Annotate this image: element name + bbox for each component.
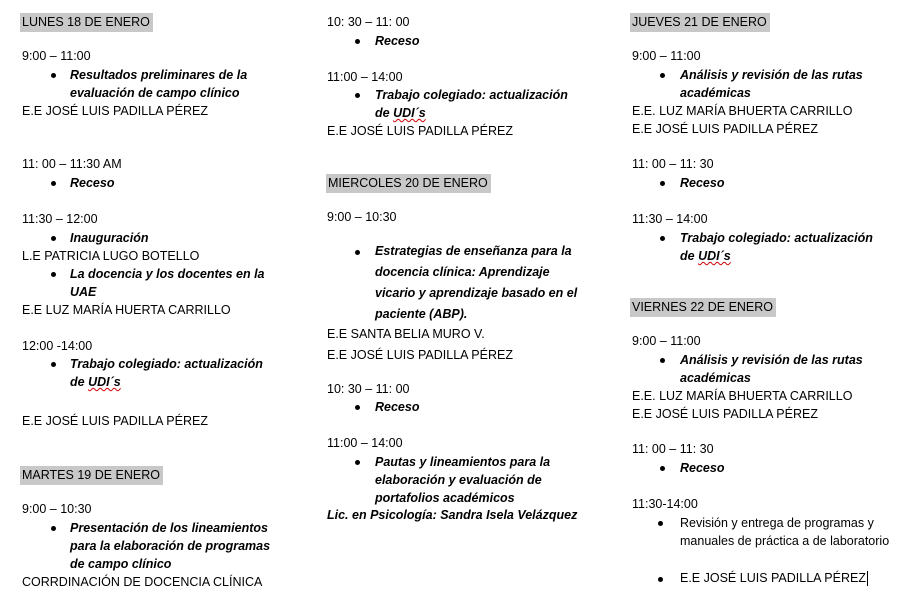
session-title: Revisión y entrega de programas y manuales de práctica a de laboratorio <box>680 516 890 548</box>
bullet-icon <box>355 250 360 255</box>
bullet-icon <box>660 358 665 363</box>
day-header-wednesday: MIERCOLES 20 DE ENERO <box>326 174 491 193</box>
bullet-icon <box>51 272 56 277</box>
speaker-name: E.E JOSÉ LUIS PADILLA PÉREZ <box>22 414 208 428</box>
session-title: Estrategias de enseñanza para la docencia clínica: Aprendizaje vicario y aprendizaje basado en el paciente (ABP). <box>375 244 578 321</box>
speaker-name: E.E LUZ MARÍA HUERTA CARRILLO <box>22 303 231 317</box>
bullet-icon <box>660 181 665 186</box>
time-slot: 12:00 -14:00 <box>22 339 93 353</box>
time-slot: 11: 00 – 11: 30 <box>632 442 714 456</box>
time-slot: 11:00 – 14:00 <box>327 436 403 450</box>
bullet-icon <box>355 39 360 44</box>
session-title: Receso <box>680 176 725 190</box>
speaker-name: Lic. en Psicología: Sandra Isela Velázquez <box>327 508 578 522</box>
speaker-name: E.E JOSÉ LUIS PADILLA PÉREZ <box>22 104 208 118</box>
session-title: Trabajo colegiado: actualización de UDI´s <box>375 88 568 120</box>
session-title: Análisis y revisión de las rutas académicas <box>680 353 863 385</box>
time-slot: 11:30 – 14:00 <box>632 212 708 226</box>
speaker-name: E.E JOSÉ LUIS PADILLA PÉREZ <box>632 122 818 136</box>
session-title: Receso <box>375 34 420 48</box>
session-title: Resultados preliminares de la evaluación de campo clínico <box>70 68 248 100</box>
bullet-icon <box>51 181 56 186</box>
time-slot: 11: 00 – 11:30 AM <box>22 157 122 171</box>
bullet-icon <box>51 362 56 367</box>
bullet-icon <box>51 236 56 241</box>
time-slot: 11: 00 – 11: 30 <box>632 157 714 171</box>
speaker-name: E.E JOSÉ LUIS PADILLA PÉREZ <box>327 348 513 362</box>
speaker-name[interactable]: E.E JOSÉ LUIS PADILLA PÉREZ <box>680 571 866 585</box>
session-title: Receso <box>70 176 115 190</box>
bullet-icon <box>658 577 663 582</box>
time-slot: 10: 30 – 11: 00 <box>327 382 410 396</box>
speaker-name: E.E. LUZ MARÍA BHUERTA CARRILLO <box>632 389 853 403</box>
time-slot: 9:00 – 11:00 <box>632 49 701 63</box>
time-slot: 9:00 – 10:30 <box>22 502 92 516</box>
session-title: Inauguración <box>70 231 149 245</box>
session-title: Receso <box>375 400 420 414</box>
day-header-friday: VIERNES 22 DE ENERO <box>630 298 776 317</box>
day-header-tuesday: MARTES 19 DE ENERO <box>20 466 163 485</box>
bullet-icon <box>658 521 663 526</box>
speaker-name: E.E JOSÉ LUIS PADILLA PÉREZ <box>632 407 818 421</box>
time-slot: 9:00 – 11:00 <box>632 334 701 348</box>
session-title: Trabajo colegiado: actualización de UDI´s <box>70 357 263 389</box>
day-header-thursday: JUEVES 21 DE ENERO <box>630 13 770 32</box>
time-slot: 9:00 – 11:00 <box>22 49 91 63</box>
bullet-icon <box>660 73 665 78</box>
time-slot: 11:30 – 12:00 <box>22 212 98 226</box>
session-title: Presentación de los lineamientos para la elaboración de programas de campo clínico <box>70 521 271 571</box>
speaker-name: CORRDINACIÓN DE DOCENCIA CLÍNICA <box>22 575 263 589</box>
speaker-name: E.E SANTA BELIA MURO V. <box>327 327 485 341</box>
session-title: Pautas y lineamientos para la elaboración y evaluación de portafolios académicos <box>375 455 551 505</box>
day-header-monday: LUNES 18 DE ENERO <box>20 13 153 32</box>
speaker-name: L.E PATRICIA LUGO BOTELLO <box>22 249 200 263</box>
text-cursor <box>867 571 868 586</box>
bullet-icon <box>660 466 665 471</box>
bullet-icon <box>51 526 56 531</box>
time-slot: 10: 30 – 11: 00 <box>327 15 410 29</box>
session-title: Análisis y revisión de las rutas académicas <box>680 68 863 100</box>
bullet-icon <box>355 93 360 98</box>
speaker-name: E.E JOSÉ LUIS PADILLA PÉREZ <box>327 124 513 138</box>
bullet-icon <box>355 405 360 410</box>
bullet-icon <box>355 460 360 465</box>
bullet-icon <box>51 73 56 78</box>
speaker-name: E.E. LUZ MARÍA BHUERTA CARRILLO <box>632 104 853 118</box>
time-slot: 11:00 – 14:00 <box>327 70 403 84</box>
time-slot: 11:30-14:00 <box>632 497 698 511</box>
session-title: Receso <box>680 461 725 475</box>
time-slot: 9:00 – 10:30 <box>327 210 397 224</box>
session-title: Trabajo colegiado: actualización de UDI´s <box>680 231 873 263</box>
session-title: La docencia y los docentes en la UAE <box>70 267 265 299</box>
bullet-icon <box>660 236 665 241</box>
